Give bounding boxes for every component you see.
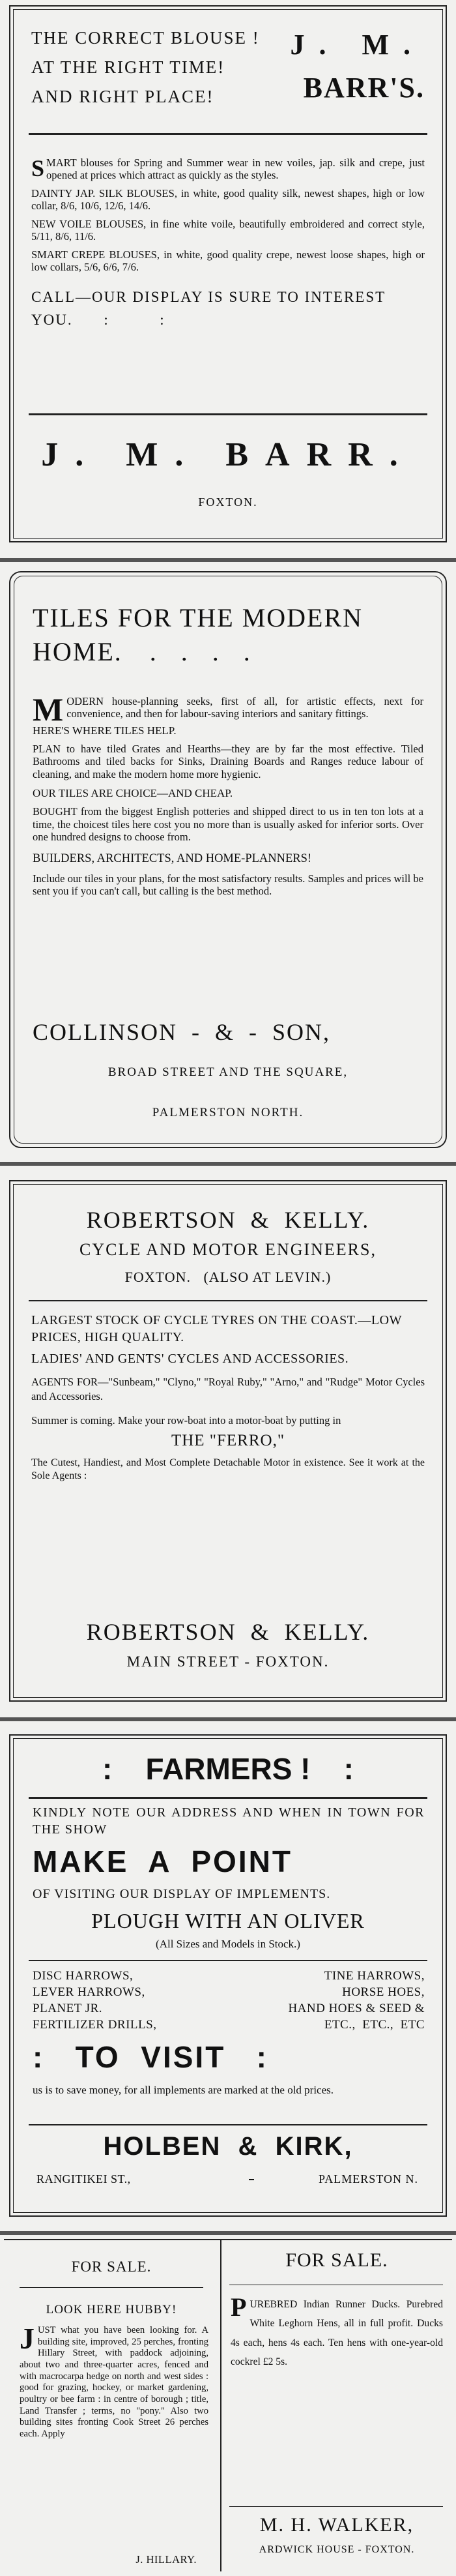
robertson-address: MAIN STREET - FOXTON.	[126, 1653, 330, 1670]
walker-text: UREBRED Indian Runner Ducks. Purebred White Leghorn Hens, all in full profit. Ducks 4s each, hens 4s each. Ten hens with one-year-old cockrel £2 5s.	[231, 2299, 443, 2367]
collinson-intro-text: ODERN house-planning seeks, first of all, for artistic effects, next for convenience, and then for labour-saving interiors and sanitary fittings.	[66, 695, 423, 720]
barr-para-crepe: SMART CREPE BLOUSES, in white, good quality crepe, newest loose shapes, high or low collars, 5/6, 6/6, 7/6.	[31, 248, 425, 274]
barr-rule-top	[29, 133, 427, 135]
bottom-column-rule	[220, 2240, 221, 2571]
robertson-para-cycles: LADIES' AND GENTS' CYCLES AND ACCESSORIES.	[31, 1351, 349, 1366]
collinson-intro	[33, 691, 423, 728]
hillary-body	[20, 2322, 208, 2440]
collinson-dropcap: M	[33, 691, 64, 728]
barr-dropcap: S	[31, 155, 45, 181]
barr-headline-line: AND RIGHT PLACE!	[31, 87, 214, 106]
walker-address: ARDWICK HOUSE - FOXTON.	[259, 2544, 415, 2555]
robertson-para-cutest: The Cutest, Handiest, and Most Complete Detachable Motor in existence. See it work at the Sole Agents :	[31, 1457, 425, 1482]
holben-item: PLANET JR.	[33, 2002, 103, 2016]
holben-to-visit: : TO VISIT :	[33, 2040, 268, 2074]
barr-body	[31, 156, 425, 332]
collinson-para-plan: PLAN to have tiled Grates and Hearths—they are by far the most effective. Tiled Bathrooms and tiled backs for Sinks, Draining Boards and Ranges reduce labour of cleaning, and make the modern home more hygienic.	[33, 742, 423, 780]
walker-name: M. H. WALKER,	[259, 2514, 414, 2536]
robertson-town-line: FOXTON. (ALSO AT LEVIN.)	[124, 1269, 332, 1285]
collinson-para-bought: BOUGHT from the biggest English potteries and shipped direct to us in ten ton lots at a time, the choicest tiles here cost you no more than is usually asked for inferior sorts. Over one hundred designs to choose from.	[33, 805, 423, 844]
barr-para-text: MART blouses for Spring and Summer wear in new voiles, jap. silk and crepe, just opened at prices which attract as quickly as the styles.	[46, 156, 425, 182]
holben-notice: KINDLY NOTE OUR ADDRESS AND WHEN IN TOWN FOR THE SHOW	[33, 1805, 425, 1837]
holben-street: RANGITIKEI ST.,	[36, 2172, 131, 2185]
holben-item: LEVER HARROWS,	[33, 1985, 145, 2000]
barr-signature: J. M. BARR.	[41, 436, 415, 473]
hillary-title: FOR SALE.	[71, 2258, 152, 2275]
collinson-advertisement	[9, 571, 447, 1148]
robertson-trade: CYCLE AND MOTOR ENGINEERS,	[79, 1240, 377, 1259]
holben-visit-text: us is to save money, for all implements are marked at the old prices.	[33, 2084, 334, 2096]
holben-items-left	[33, 1968, 156, 2033]
collinson-town: PALMERSTON NORTH.	[152, 1106, 304, 1119]
barr-rule-bottom	[29, 413, 427, 415]
holben-item: DISC HARROWS,	[33, 1969, 134, 1983]
barr-call-dots: : :	[104, 312, 165, 329]
collinson-body	[33, 691, 423, 898]
barr-call-text: CALL—OUR DISPLAY IS SURE TO INTEREST YOU.	[31, 288, 386, 329]
holben-town: PALMERSTON N.	[318, 2172, 418, 2185]
walker-body	[231, 2292, 443, 2371]
hillary-text: UST what you have been looking for. A building site, improved, 25 perches, fronting Hillary Street, with paddock adjoining, about two and three-quarter acres, fenced and with macrocarpa hedge on north and west sides : good for grazing, hockey, or market gardening, poultry or bee farm : in centre of borough ; title, Land Transfer ; terms, no "pony." Also two building sites fronting Cook Street 26 perches each. Apply	[20, 2325, 208, 2439]
barr-headline-right	[290, 23, 425, 110]
collinson-address: BROAD STREET AND THE SQUARE,	[107, 1065, 349, 1079]
holben-item: ETC., ETC., ETC	[324, 2018, 425, 2032]
walker-rule-bottom	[229, 2506, 443, 2507]
holben-item: TINE HARROWS,	[324, 1969, 425, 1983]
holben-make-point: MAKE A POINT	[33, 1844, 292, 1878]
barr-brand: BARR'S.	[303, 72, 425, 104]
holben-item: FERTILIZER DRILLS,	[33, 2018, 157, 2032]
hillary-dropcap: J	[20, 2322, 35, 2355]
holben-rule-bottom	[29, 2124, 427, 2125]
robertson-para-agents: AGENTS FOR—"Sunbeam," "Clyno," "Royal Ruby," "Arno," and "Rudge" Motor Cycles and Accessories.	[31, 1376, 425, 1402]
collinson-heading-choice: OUR TILES ARE CHOICE—AND CHEAP.	[33, 787, 233, 800]
collinson-heading-builders: BUILDERS, ARCHITECTS, AND HOME-PLANNERS!	[33, 851, 312, 865]
holben-advertisement	[9, 1734, 447, 2217]
column-divider	[0, 558, 456, 562]
robertson-firm-bottom: ROBERTSON & KELLY.	[86, 1619, 370, 1645]
column-divider	[0, 1717, 456, 1721]
collinson-title-dots: . . . .	[149, 637, 251, 666]
robertson-advertisement	[9, 1180, 447, 1702]
holben-plough-note: (All Sizes and Models in Stock.)	[156, 1938, 300, 1950]
walker-dropcap: P	[231, 2292, 247, 2322]
robertson-rule-top	[29, 1300, 427, 1301]
walker-advertisement	[224, 2240, 449, 2571]
robertson-ferro: THE "FERRO,"	[171, 1432, 285, 1450]
robertson-firm-top: ROBERTSON & KELLY.	[86, 1207, 370, 1233]
barr-town: FOXTON.	[198, 496, 258, 509]
holben-headline: : FARMERS ! :	[102, 1752, 354, 1786]
holben-of-visiting: OF VISITING OUR DISPLAY OF IMPLEMENTS.	[33, 1887, 331, 1901]
collinson-firm: COLLINSON - & - SON,	[33, 1019, 330, 1045]
holben-item: HAND HOES & SEED &	[288, 2002, 425, 2016]
holben-firm: HOLBEN & KIRK,	[103, 2132, 353, 2161]
robertson-para-summer: Summer is coming. Make your row-boat into a motor-boat by putting in	[31, 1414, 341, 1427]
hillary-sub: LOOK HERE HUBBY!	[46, 2303, 177, 2317]
holben-item: HORSE HOES,	[342, 1985, 425, 2000]
barr-headline-line: THE CORRECT BLOUSE !	[31, 28, 260, 48]
column-divider	[0, 1162, 456, 1166]
barr-headline-line: AT THE RIGHT TIME!	[31, 57, 225, 77]
holben-items-right	[288, 1968, 425, 2033]
hillary-rule-top	[20, 2287, 203, 2288]
collinson-title	[33, 601, 423, 669]
hillary-signature: J. HILLARY.	[135, 2553, 197, 2566]
walker-title: FOR SALE.	[285, 2249, 388, 2271]
barr-headline	[31, 23, 425, 121]
holben-rule-top	[29, 1797, 427, 1799]
barr-initials: J. M.	[290, 29, 425, 61]
barr-call	[31, 286, 425, 332]
column-divider	[0, 2231, 456, 2235]
holben-plough: PLOUGH WITH AN OLIVER	[91, 1909, 365, 1932]
barr-para-smart	[31, 156, 425, 182]
holben-rule-mid	[29, 1960, 427, 1961]
barr-para-silk: DAINTY JAP. SILK BLOUSES, in white, good quality silk, newest shapes, high or low collar, 8/6, 10/6, 12/6, 14/6.	[31, 186, 425, 213]
barr-advertisement	[9, 5, 447, 542]
robertson-para-tyres: LARGEST STOCK OF CYCLE TYRES ON THE COAST.—LOW PRICES, HIGH QUALITY.	[31, 1313, 402, 1345]
collinson-title-text: TILES FOR THE MODERN HOME.	[33, 603, 363, 666]
barr-headline-left	[31, 23, 260, 111]
holben-dash	[249, 2179, 254, 2180]
robertson-body	[31, 1312, 425, 1483]
barr-para-voile: NEW VOILE BLOUSES, in fine white voile, beautifully embroidered and correct style, 5/11, 8/6, 11/6.	[31, 217, 425, 243]
hillary-advertisement	[7, 2240, 216, 2571]
collinson-para-include: Include our tiles in your plans, for the most satisfactory results. Samples and prices will be sent you if you can't call, but calling is the best method.	[33, 872, 423, 898]
collinson-heading-help: HERE'S WHERE TILES HELP.	[33, 724, 177, 737]
